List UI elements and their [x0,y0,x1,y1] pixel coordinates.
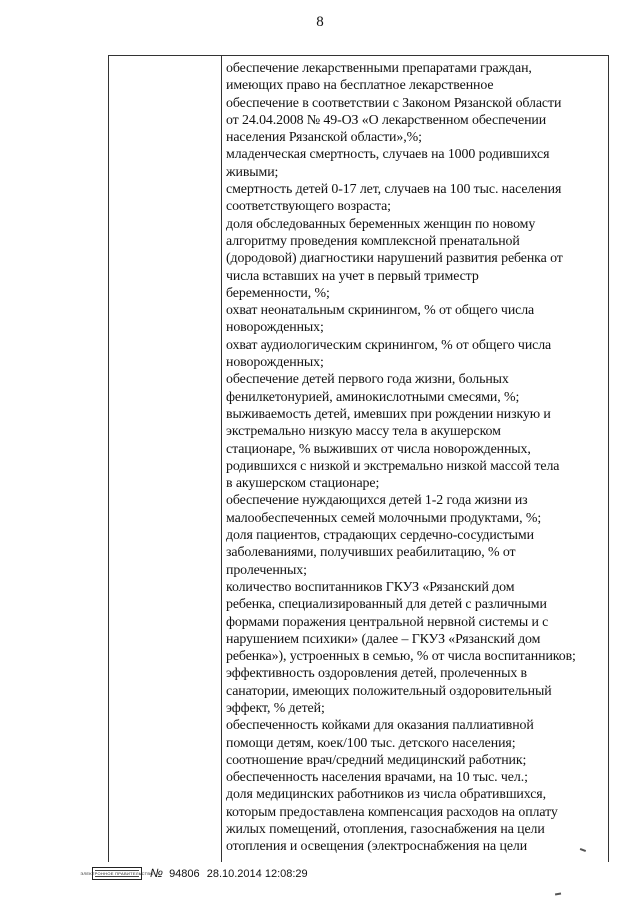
table-text-line: обеспеченность населения врачами, на 10 тыс. чел.; [226,770,528,786]
table-text-line: новорожденных; [226,320,324,336]
table-text-line: живыми; [226,164,279,180]
table-text-line: нарушением психики» (далее – ГКУЗ «Рязанский дом [226,631,541,647]
table-text-line: которым предоставлена компенсация расходов на оплату [226,804,558,820]
table-text-line: стационаре, % выживших от числа новорожденных, [226,441,531,457]
page-number: 8 [316,14,324,30]
table-text-line: (дородовой) диагностики нарушений развития ребенка от [226,251,563,267]
table-text-line: количество воспитанников ГКУЗ «Рязанский дом [226,579,515,595]
table-text-line: беременности, %; [226,285,330,301]
document-number: 94806 [169,868,200,880]
table-text-line: доля обследованных беременных женщин по новому [226,216,536,232]
table-text-line: эффективность оздоровления детей, пролеченных в [226,666,528,682]
table-left-cell [109,56,222,862]
table-text-line: пролеченных; [226,562,307,578]
document-timestamp: 28.10.2014 12:08:29 [206,868,308,880]
table-text-line: охват аудиологическим скринингом, % от общего числа [226,337,552,353]
table-text-line: алгоритму проведения комплексной пренатальной [226,233,520,249]
table-text-line: населения Рязанской области»,%; [226,130,422,146]
table-text-line: в акушерском стационаре; [226,476,380,492]
table-text-line: отопления и освещения (электроснабжения на цели [226,839,528,855]
table-text-line: фенилкетонурией, аминокислотными смесями, %; [226,389,520,405]
table-text-line: ребенка»), устроенных в семью, % от числа воспитанников; [226,649,576,665]
table-text-line: соответствующего возраста; [226,199,391,215]
stamp-text: ЭЛЕКТРОННОЕ ПРАВИТЕЛЬСТВО [80,870,154,876]
table-text-line: охват неонатальным скринингом, % от общего числа [226,303,535,319]
table-text-line: помощи детям, коек/100 тыс. детского населения; [226,735,516,751]
table-text-line: формами поражения центральной нервной системы и с [226,614,549,630]
table-text-line: эффект, % детей; [226,700,325,716]
table-text-line: от 24.04.2008 № 49-ОЗ «О лекарственном обеспечении [226,112,547,128]
table-text-line: жилых помещений, отопления, газоснабжения на цели [226,822,545,838]
table-text-line: родившихся с низкой и экстремально низкой массой тела [226,458,560,474]
table-text-line: выживаемость детей, имевших при рождении низкую и [226,406,551,422]
table-text-line: обеспечение детей первого года жизни, больных [226,372,509,388]
table-right-cell [226,60,604,856]
number-sign: № [150,866,163,880]
table-text-line: обеспеченность койками для оказания паллиативной [226,718,534,734]
document-reference [150,866,308,880]
scan-mark [555,892,561,895]
table-text-line: санатории, имеющих положительный оздоровительный [226,683,552,699]
table-text-line: имеющих право на бесплатное лекарственное [226,78,494,94]
table-text-line: доля пациентов, страдающих сердечно-сосудистыми [226,528,534,544]
table-text-line: экстремально низкую массу тела в акушерском [226,424,501,440]
table-text-line: малообеспеченных семей молочными продуктами, %; [226,510,542,526]
table-text-line: числа вставших на учет в первый триместр [226,268,479,284]
table-text-line: доля медицинских работников из числа обратившихся, [226,787,546,803]
table-text-line: младенческая смертность, случаев на 1000 родившихся [226,147,550,163]
table-text-line: новорожденных; [226,355,324,371]
table-text-line: ребенка, специализированный для детей с различными [226,597,547,613]
electronic-government-stamp [80,867,154,880]
table-text-line: заболеваниями, получивших реабилитацию, % от [226,545,516,561]
table-text-line: обеспечение в соответствии с Законом Рязанской области [226,95,562,111]
table-text-line: смертность детей 0-17 лет, случаев на 100 тыс. населения [226,182,562,198]
footer [80,865,308,881]
document-table [108,55,609,862]
table-text-line: обеспечение лекарственными препаратами граждан, [226,61,532,76]
table-text-line: обеспечение нуждающихся детей 1-2 года жизни из [226,493,528,509]
table-text-line: соотношение врач/средний медицинский работник; [226,752,527,768]
